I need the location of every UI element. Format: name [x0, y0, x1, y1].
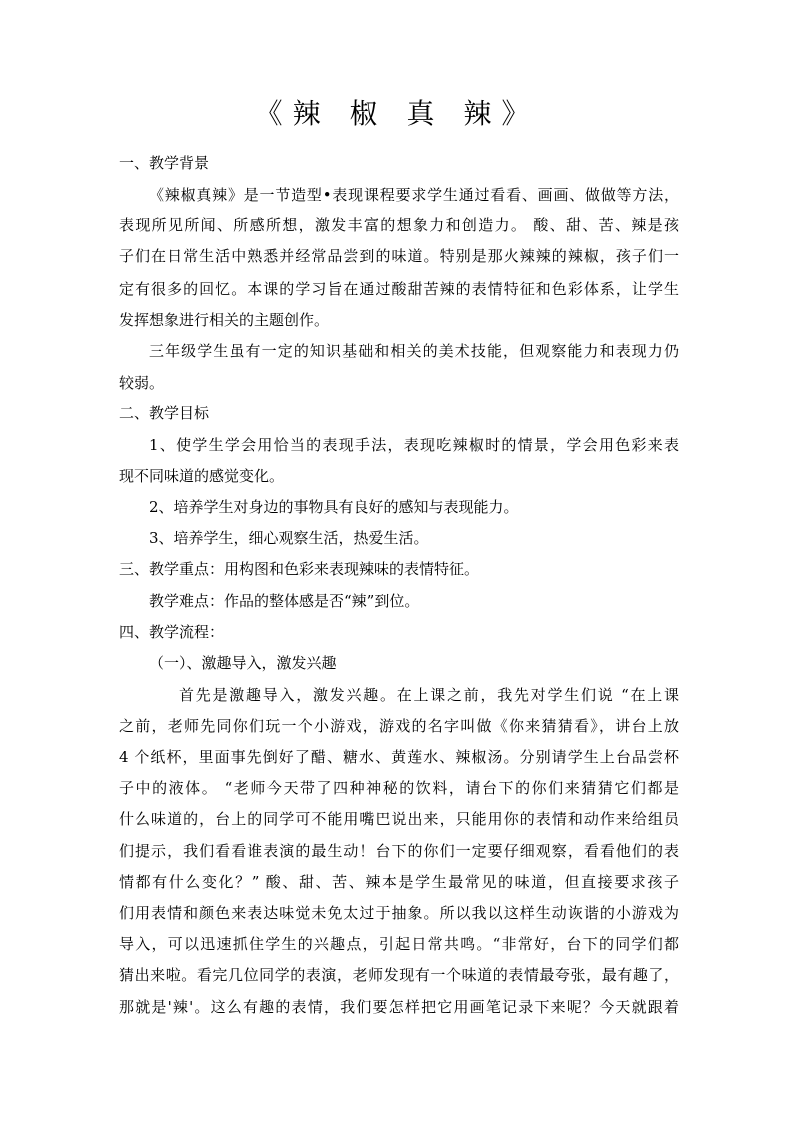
paragraph-line: 猜出来啦。看完几位同学的表演，老师发现有一个味道的表情最夸张，最有趣了，	[119, 966, 679, 984]
paragraph-line: 导入，可以迅速抓住学生的兴趣点，引起日常共鸣。“非常好，台下的同学们都	[119, 935, 679, 953]
paragraph-line: 定有很多的回忆。本课的学习旨在通过酸甜苦辣的表情特征和色彩体系，让学生	[119, 280, 679, 298]
page-title: 《辣 椒 真 辣》	[254, 97, 540, 130]
paragraph-line: 表现所见所闻、所感所想，激发丰富的想象力和创造力。 酸、甜、苦、辣是孩	[119, 216, 679, 234]
paragraph-line: 们用表情和颜色来表达味觉未免太过于抽象。所以我以这样生动诙谐的小游戏为	[119, 904, 679, 922]
paragraph-line: 之前，老师先同你们玩一个小游戏，游戏的名字叫做《你来猜猜看》，讲台上放	[119, 717, 679, 735]
goal-line: 1、使学生学会用恰当的表现手法，表现吃辣椒时的情景，学会用色彩来表	[149, 436, 679, 454]
paragraph-line: 什么味道的，台上的同学可不能用嘴巴说出来，只能用你的表情和动作来给组员	[119, 810, 679, 828]
goal-line: 3、培养学生，细心观察生活，热爱生活。	[149, 529, 429, 547]
paragraph-line: 发挥想象进行相关的主题创作。	[119, 311, 330, 329]
paragraph-line: 三年级学生虽有一定的知识基础和相关的美术技能，但观察能力和表现力仍	[149, 342, 679, 360]
goal-line: 2、培养学生对身边的事物具有良好的感知与表现能力。	[149, 498, 519, 516]
subsection-heading: （一）、激趣导入，激发兴趣	[149, 654, 337, 672]
paragraph-line: 《辣椒真辣》是一节造型•表现课程要求学生通过看看、画画、做做等方法，	[149, 186, 679, 204]
paragraph-line: 们提示，我们看看谁表演的最生动！台下的你们一定要仔细观察，看看他们的表	[119, 842, 679, 860]
difficulty-line: 教学难点：作品的整体感是否“辣”到位。	[149, 592, 420, 610]
paragraph-line: 子们在日常生活中熟悉并经常品尝到的味道。特别是那火辣辣的辣椒，孩子们一	[119, 247, 679, 265]
paragraph-line: 情都有什么变化？” 酸、甜、苦、辣本是学生最常见的味道，但直接要求孩子	[119, 873, 679, 891]
section-heading-process: 四、教学流程：	[119, 623, 225, 641]
paragraph-line: 首先是激趣导入，激发兴趣。在上课之前，我先对学生们说 “在上课	[179, 686, 679, 704]
section-heading-key-points: 三、教学重点：用构图和色彩来表现辣味的表情特征。	[119, 560, 480, 578]
paragraph-line: 那就是'辣'。这么有趣的表情，我们要怎样把它用画笔记录下来呢？今天就跟着	[119, 998, 679, 1016]
section-heading-background: 一、教学背景	[119, 154, 210, 172]
section-heading-goals: 二、教学目标	[119, 404, 210, 422]
paragraph-line: 子中的液体。 “老师今天带了四种神秘的饮料，请台下的你们来猜猜它们都是	[119, 779, 679, 797]
goal-line: 现不同味道的感觉变化。	[119, 467, 285, 485]
paragraph-line: 较弱。	[119, 374, 165, 392]
paragraph-line: 4 个纸杯，里面事先倒好了醋、糖水、黄莲水、辣椒汤。分别请学生上台品尝杯	[119, 748, 679, 766]
